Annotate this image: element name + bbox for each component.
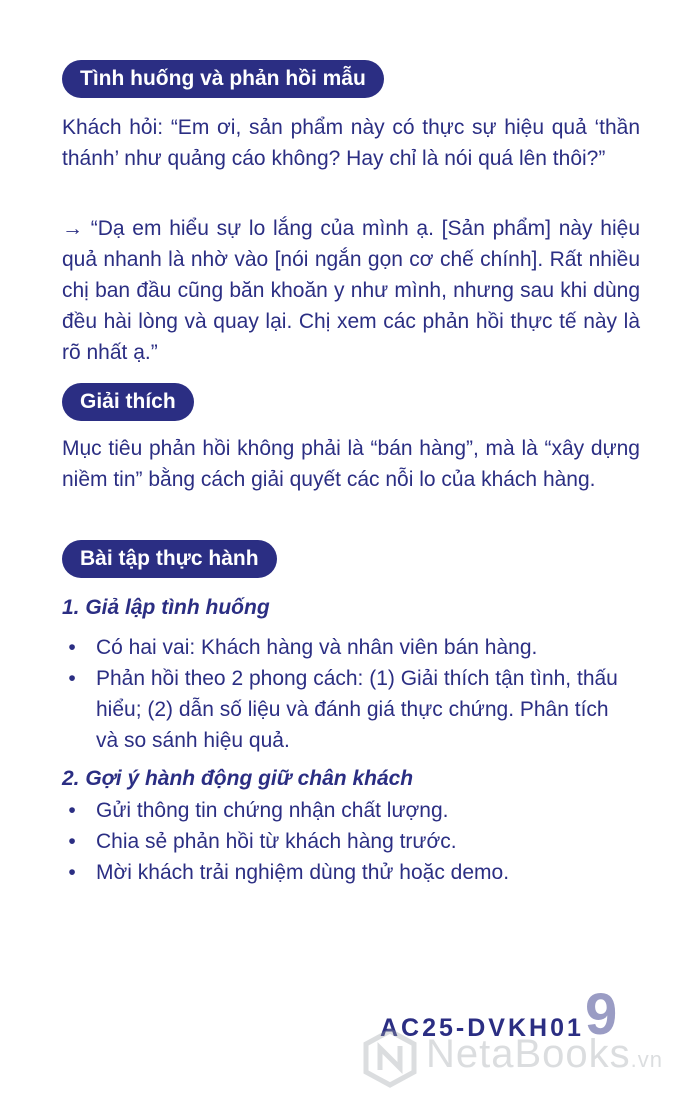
bullet-icon: • (68, 636, 76, 659)
list-item-text: Chia sẻ phản hồi từ khách hàng trước. (96, 830, 457, 853)
list-item-text: Mời khách trải nghiệm dùng thử hoặc demo. (96, 861, 510, 884)
section-heading-explanation: Giải thích (62, 383, 194, 421)
practice-subheading-roleplay: 1. Giả lập tình huống (62, 596, 270, 619)
section-heading-sample-response: Tình huống và phản hồi mẫu (62, 60, 384, 98)
explanation-text: Mục tiêu phản hồi không phải là “bán hàng”, mà là “xây dựng niềm tin” bằng cách giải quyết các nỗi lo của khách hàng. (62, 437, 640, 491)
list-item-text: Có hai vai: Khách hàng và nhân viên bán hàng. (96, 636, 538, 659)
practice-subheading-retention: 2. Gợi ý hành động giữ chân khách (62, 767, 414, 790)
list-item (62, 632, 622, 663)
watermark-suffix: .vn (630, 1047, 664, 1072)
bullet-icon: • (68, 799, 76, 822)
sample-answer: → “Dạ em hiểu sự lo lắng của mình ạ. [Sản phẩm] này hiệu quả nhanh là nhờ vào [nói ngắn gọn cơ chế chính]. Rất nhiều chị ban đầu cũng băn khoăn y như mình, nhưng sau khi dùng đều hài lòng và quay lại. Chị xem các phản hồi thực tế này là rõ nhất ạ.” (62, 217, 640, 364)
watermark-text (426, 1032, 663, 1077)
watermark (362, 1026, 692, 1090)
section-heading-practice: Bài tập thực hành (62, 540, 277, 578)
watermark-brand: NetaBooks (426, 1032, 631, 1076)
roleplay-list (62, 632, 622, 756)
list-item-text: Phản hồi theo 2 phong cách: (1) Giải thích tận tình, thấu hiểu; (2) dẫn số liệu và đánh giá thực chứng. Phân tích và so sánh hiệu quả. (96, 667, 618, 752)
netabooks-logo-icon (362, 1028, 418, 1088)
list-item (62, 826, 622, 857)
bullet-icon: • (68, 667, 76, 690)
customer-question: Khách hỏi: “Em ơi, sản phẩm này có thực sự hiệu quả ‘thần thánh’ như quảng cáo không? Hay chỉ là nói quá lên thôi?” (62, 116, 640, 170)
document-code: AC25-DVKH01 (380, 1014, 584, 1042)
list-item (62, 663, 622, 756)
list-item (62, 795, 622, 826)
bullet-icon: • (68, 830, 76, 853)
page-number: 9 (585, 982, 618, 1047)
retention-list (62, 795, 622, 888)
bullet-icon: • (68, 861, 76, 884)
list-item-text: Gửi thông tin chứng nhận chất lượng. (96, 799, 449, 822)
list-item (62, 857, 622, 888)
